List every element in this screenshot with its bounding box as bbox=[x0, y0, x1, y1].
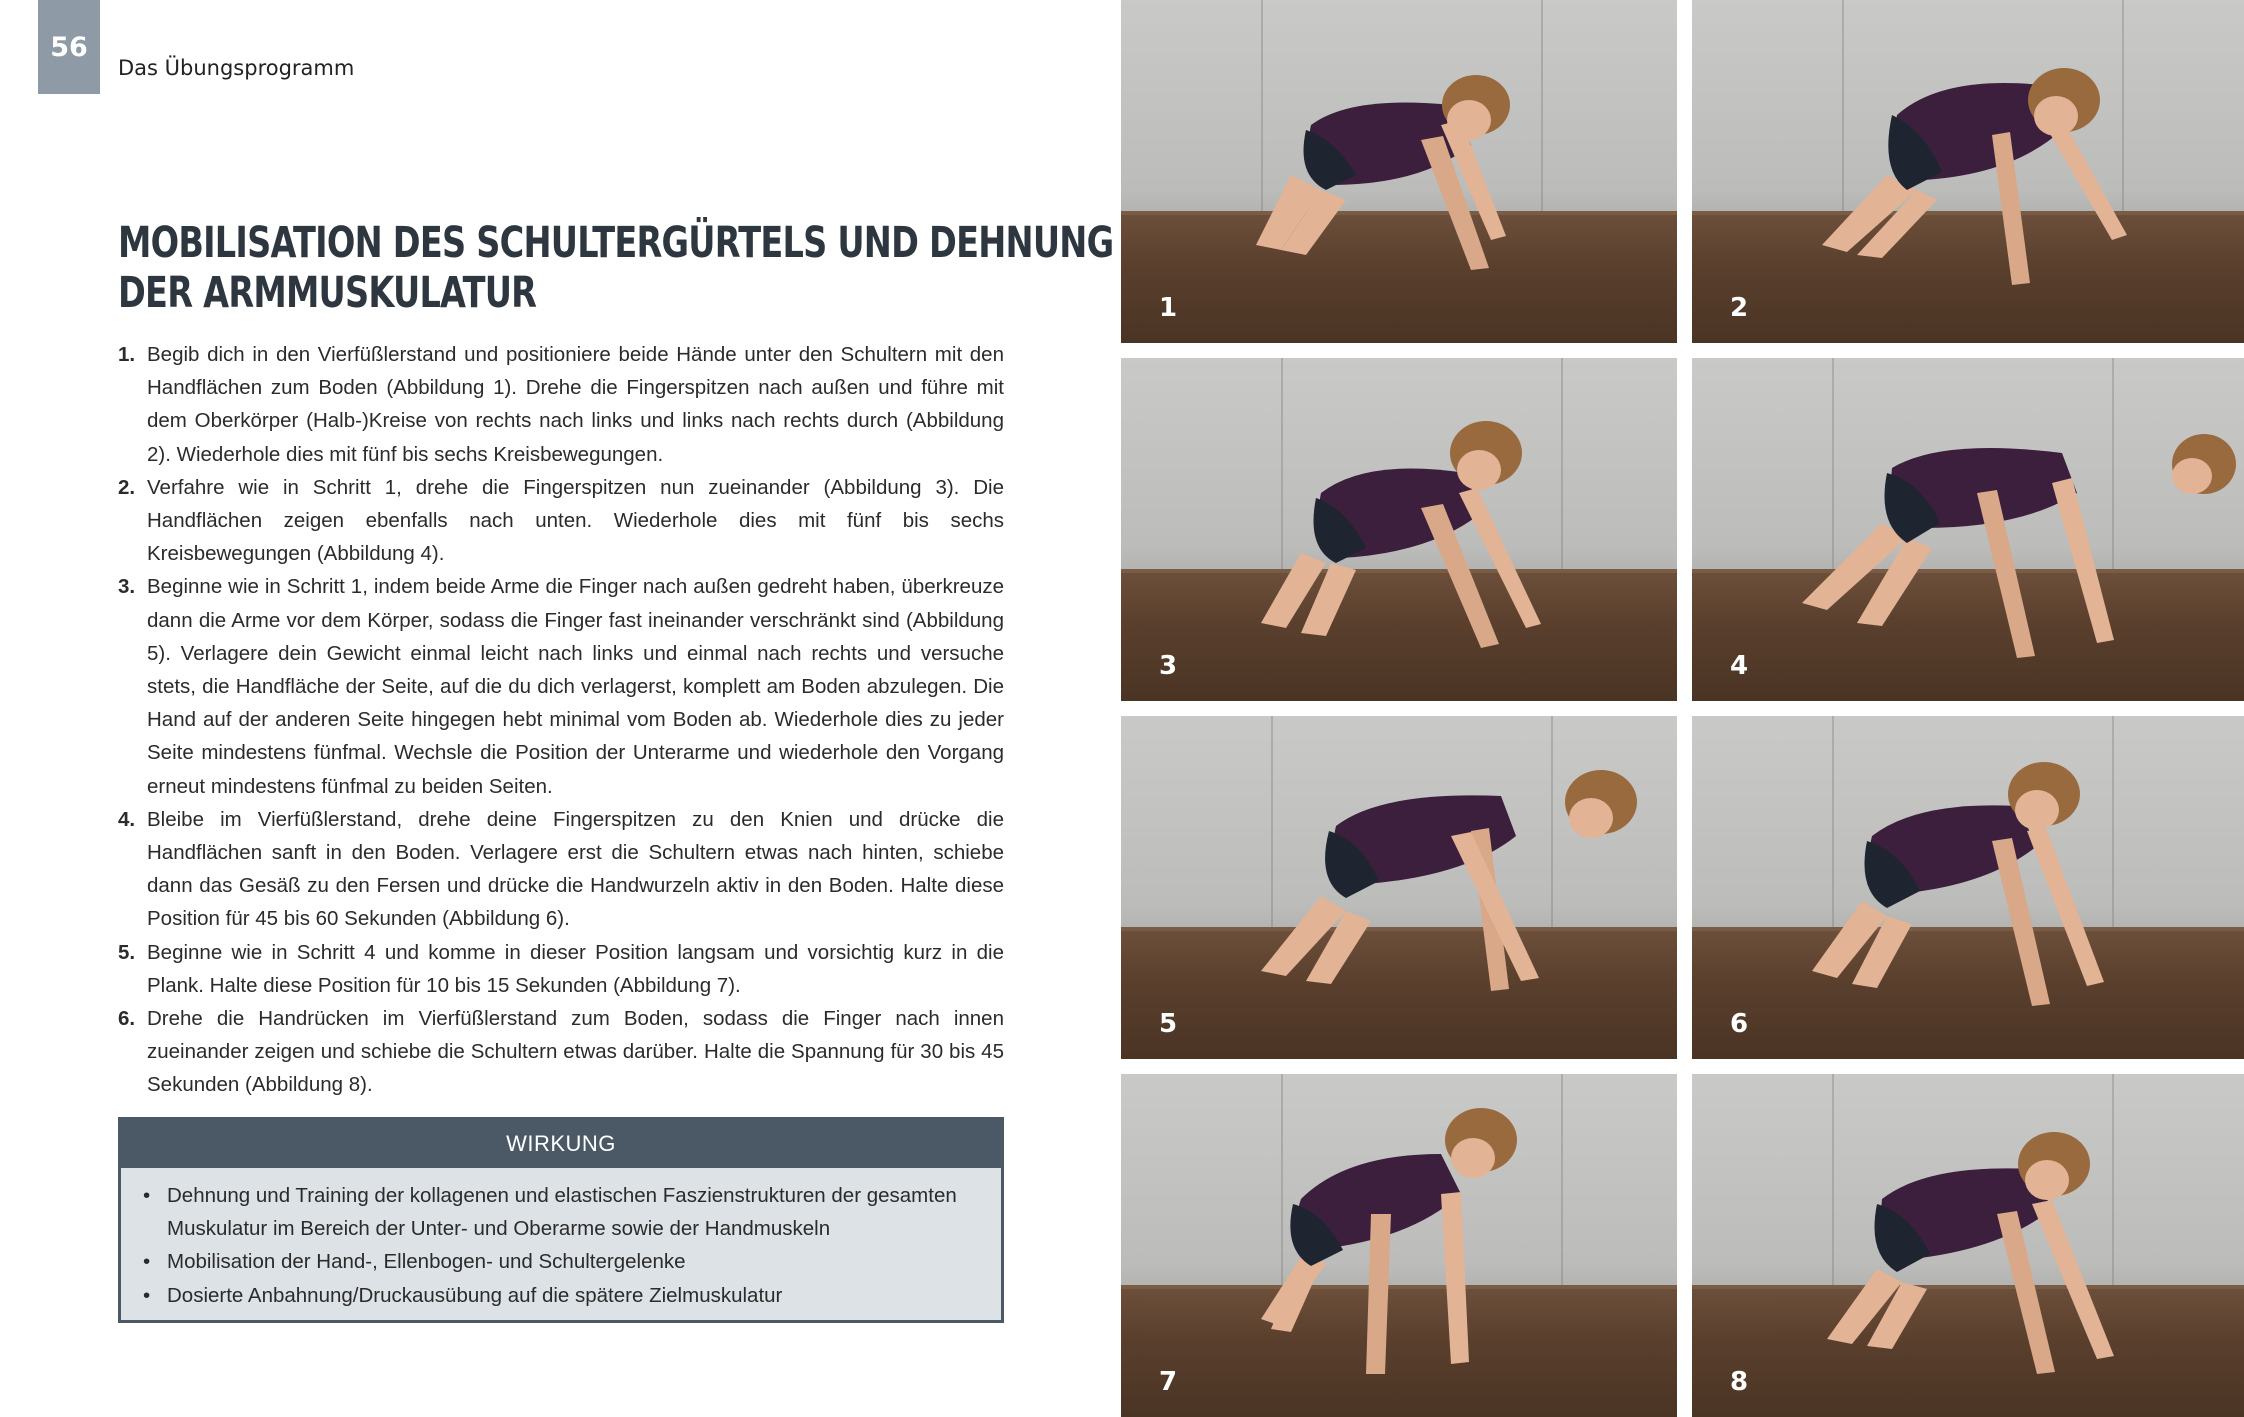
person-illustration bbox=[1121, 716, 1677, 1059]
step-item bbox=[118, 1002, 1004, 1102]
person-illustration bbox=[1692, 716, 2244, 1059]
bullet-icon: • bbox=[143, 1184, 151, 1207]
photo-label: 5 bbox=[1159, 1009, 1178, 1039]
step-number: 2. bbox=[118, 475, 136, 499]
wirkung-item bbox=[143, 1245, 981, 1278]
bullet-icon: • bbox=[143, 1250, 151, 1274]
page-number: 56 bbox=[38, 0, 100, 94]
step-number: 4. bbox=[118, 807, 136, 831]
wirkung-heading: WIRKUNG bbox=[121, 1120, 1001, 1168]
person-illustration bbox=[1692, 1074, 2244, 1417]
step-number: 1. bbox=[118, 343, 136, 366]
step-text: Beginne wie in Schritt 4 und komme in dieser Position langsam und vorsichtig kurz in die Plank. Halte diese Position für 10 bis 15 Sekunden (Abbildung 7). bbox=[147, 940, 1004, 997]
person-illustration bbox=[1121, 1074, 1677, 1417]
step-text: Drehe die Handrücken im Vierfüßlerstand zum Boden, sodass die Finger nach innen zueinander zeigen und schiebe die Schultern etwas darüber. Halte die Spannung für 30 bis 45 Sekunden (Abbildung 8). bbox=[147, 1007, 1004, 1097]
photo-label: 6 bbox=[1730, 1009, 1749, 1039]
title-line-2: DER ARMMUSKULATUR bbox=[118, 268, 537, 318]
wirkung-text: Mobilisation der Hand-, Ellenbogen- und Schultergelenke bbox=[167, 1250, 686, 1274]
step-number: 6. bbox=[118, 1007, 136, 1031]
wirkung-text: Dosierte Anbahnung/Druckausübung auf die spätere Zielmuskulatur bbox=[167, 1283, 783, 1307]
step-list bbox=[118, 338, 1004, 1102]
step-item bbox=[118, 803, 1004, 936]
person-illustration bbox=[1121, 0, 1677, 343]
photo-label: 1 bbox=[1159, 293, 1178, 323]
step-text: Beginne wie in Schritt 1, indem beide Arme die Finger nach außen gedreht haben, überkreuze dann die Arme vor dem Körper, sodass die Finger fast ineinander verschränkt sind (Abbildung 5). Verlagere dein Gewicht einmal leicht nach links und einmal nach rechts und versuche stets, die Handfläche der Seite, auf die du dich verlagerst, komplett am Boden abzulegen. Die Hand auf der anderen Seite hingegen hebt minimal vom Boden ab. Wiederhole dies zu jeder Seite mindestens fünfmal. Wechsle die Position der Unterarme und wiederhole den Vorgang erneut mindestens fünfmal zu beiden Seiten. bbox=[147, 575, 1004, 798]
exercise-photo bbox=[1692, 358, 2244, 701]
exercise-photo bbox=[1692, 0, 2244, 343]
exercise-photo bbox=[1121, 0, 1677, 343]
wirkung-item bbox=[143, 1179, 981, 1245]
wirkung-text: Dehnung und Training der kollagenen und elastischen Faszienstrukturen der gesamten Muskulatur im Bereich der Unter- und Oberarme sowie der Handmuskeln bbox=[167, 1184, 957, 1241]
exercise-photo bbox=[1692, 1074, 2244, 1417]
step-item bbox=[118, 471, 1004, 571]
photo-label: 3 bbox=[1159, 651, 1178, 681]
wirkung-box bbox=[118, 1117, 1004, 1323]
step-item bbox=[118, 338, 1004, 471]
photo-label: 4 bbox=[1730, 651, 1749, 681]
running-head: Das Übungsprogramm bbox=[118, 56, 355, 80]
step-item bbox=[118, 936, 1004, 1002]
step-item bbox=[118, 570, 1004, 802]
title-line-1: MOBILISATION DES SCHULTERGÜRTELS UND DEHNUNG bbox=[118, 218, 1114, 268]
step-number: 5. bbox=[118, 940, 136, 964]
photo-label: 2 bbox=[1730, 293, 1749, 323]
wirkung-list bbox=[121, 1168, 1001, 1312]
step-text: Begib dich in den Vierfüßlerstand und positioniere beide Hände unter den Schultern mit den Handflächen zum Boden (Abbildung 1). Drehe die Fingerspitzen nach außen und führe mit dem Oberkörper (Halb-)Kreise von rechts nach links und links nach rechts durch (Abbildung 2). Wiederhole dies mit fünf bis sechs Kreisbewegungen. bbox=[147, 343, 1004, 466]
wirkung-item bbox=[143, 1279, 981, 1312]
step-number: 3. bbox=[118, 575, 136, 599]
exercise-photo bbox=[1121, 716, 1677, 1059]
step-text: Verfahre wie in Schritt 1, drehe die Fingerspitzen nun zueinander (Abbildung 3). Die Handflächen zeigen ebenfalls nach unten. Wiederhole dies mit fünf bis sechs Kreisbewegungen (Abbildung 4). bbox=[147, 475, 1004, 566]
person-illustration bbox=[1692, 358, 2244, 701]
photo-label: 7 bbox=[1159, 1367, 1178, 1397]
step-text: Bleibe im Vierfüßlerstand, drehe deine Fingerspitzen zu den Knien und drücke die Handflächen sanft in den Boden. Verlagere erst die Schultern etwas nach hinten, schiebe dann das Gesäß zu den Fersen und drücke die Handwurzeln aktiv in den Boden. Halte diese Position für 45 bis 60 Sekunden (Abbildung 6). bbox=[147, 807, 1004, 931]
exercise-photo bbox=[1121, 358, 1677, 701]
bullet-icon: • bbox=[143, 1283, 151, 1307]
person-illustration bbox=[1692, 0, 2244, 343]
page-title bbox=[118, 218, 1114, 318]
exercise-photo bbox=[1121, 1074, 1677, 1417]
person-illustration bbox=[1121, 358, 1677, 701]
exercise-photo bbox=[1692, 716, 2244, 1059]
photo-label: 8 bbox=[1730, 1367, 1749, 1397]
